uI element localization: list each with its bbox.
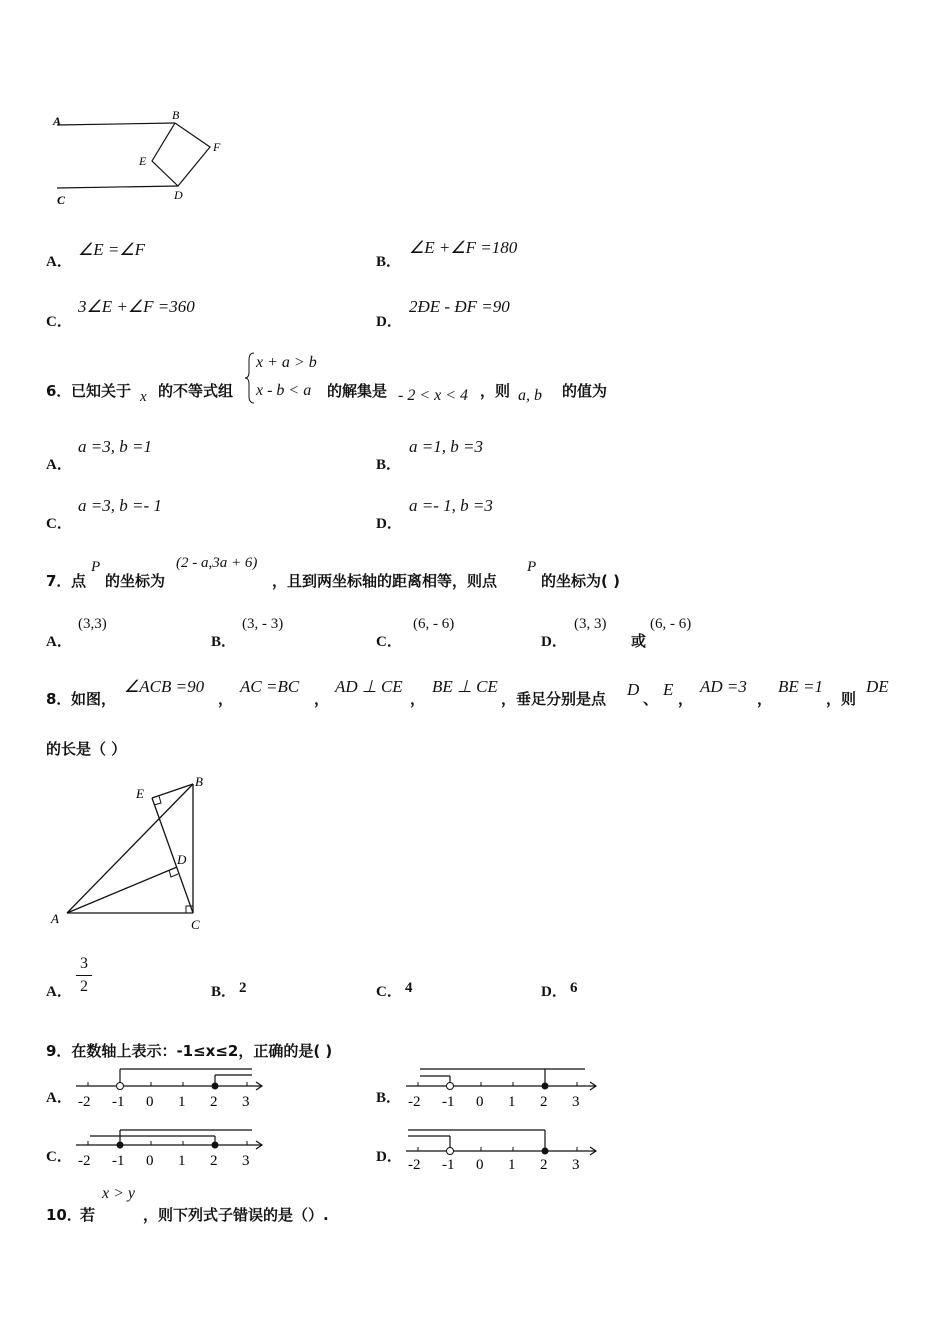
brace-icon bbox=[244, 352, 256, 404]
q6-var-x: x bbox=[140, 389, 147, 405]
q6-option-a-expr: a =3, b =1 bbox=[78, 437, 152, 456]
q7-option-c-label[interactable]: C． bbox=[376, 634, 402, 650]
q7-option-a-expr: (3,3) bbox=[78, 616, 107, 632]
tick-0: 0 bbox=[146, 1094, 154, 1110]
q10-text-2: ，则下列式子错误的是（）. bbox=[143, 1206, 329, 1224]
q7-p-1: P bbox=[91, 559, 101, 575]
q6-text-3: 的解集是 bbox=[327, 382, 388, 400]
q6-number: 6． bbox=[46, 382, 72, 400]
q9-text: 9．在数轴上表示：-1≤x≤2，正确的是( ) bbox=[46, 1042, 333, 1060]
q10-expr: x > y bbox=[102, 1185, 135, 1202]
q9-option-c-label[interactable]: C． bbox=[46, 1149, 72, 1165]
q5-option-a-expr: ∠E =∠F bbox=[78, 240, 145, 259]
label-b: B bbox=[172, 108, 180, 122]
tri-label-c: C bbox=[191, 917, 200, 932]
label-d: D bbox=[174, 188, 183, 202]
tick-1: 1 bbox=[178, 1094, 186, 1110]
label-a: A bbox=[53, 114, 62, 128]
q8-option-d-label[interactable]: D． bbox=[541, 984, 567, 1000]
q6-option-b-expr: a =1, b =3 bbox=[409, 437, 483, 456]
q5-option-b-label[interactable]: B． bbox=[376, 254, 402, 270]
q8-option-d-expr: 6 bbox=[570, 980, 578, 996]
tick-3: 3 bbox=[242, 1153, 250, 1169]
tick-3: 3 bbox=[572, 1157, 580, 1173]
q7-option-d-expr: (3, 3) bbox=[574, 616, 607, 632]
q7-option-a-label[interactable]: A． bbox=[46, 634, 72, 650]
q6-system-line-1: x + a > b bbox=[256, 354, 317, 371]
q8-expr-1: ∠ACB =90 bbox=[124, 677, 205, 696]
q6-option-d-label[interactable]: D． bbox=[376, 516, 402, 532]
q5-option-d-expr: 2ÐE - ÐF =90 bbox=[409, 297, 510, 316]
q7-option-d-or: 或 bbox=[631, 632, 647, 650]
q10-number: 10． bbox=[46, 1206, 82, 1224]
q7-text-3: ，且到两坐标轴的距离相等，则点 bbox=[272, 572, 498, 590]
tick-neg2: -2 bbox=[78, 1094, 91, 1110]
tick-3: 3 bbox=[572, 1094, 580, 1110]
q7-number: 7． bbox=[46, 572, 72, 590]
q6-option-c-expr: a =3, b =- 1 bbox=[78, 496, 162, 515]
fraction-numerator: 3 bbox=[80, 955, 88, 972]
q6-option-c-label[interactable]: C． bbox=[46, 516, 72, 532]
tick-neg1: -1 bbox=[442, 1157, 455, 1173]
q8-expr-4: BE ⊥ CE bbox=[432, 677, 498, 696]
tick-2: 2 bbox=[210, 1094, 218, 1110]
tick-neg2: -2 bbox=[408, 1094, 421, 1110]
tick-neg1: -1 bbox=[442, 1094, 455, 1110]
tick-3: 3 bbox=[242, 1094, 250, 1110]
q6-text-5: 的值为 bbox=[562, 382, 608, 400]
tick-2: 2 bbox=[540, 1157, 548, 1173]
q5-option-c-label[interactable]: C． bbox=[46, 314, 72, 330]
number-line-c bbox=[72, 1124, 272, 1174]
tick-0: 0 bbox=[476, 1094, 484, 1110]
tick-1: 1 bbox=[508, 1157, 516, 1173]
q6-option-a-label[interactable]: A． bbox=[46, 457, 72, 473]
tri-label-d: D bbox=[177, 852, 187, 867]
tri-label-b: B bbox=[195, 774, 203, 789]
q8-line-2: 的长是（ ） bbox=[46, 740, 127, 758]
q10-text-1: 若 bbox=[80, 1206, 96, 1224]
q5-option-d-label[interactable]: D． bbox=[376, 314, 402, 330]
q8-expr-7: DE bbox=[866, 677, 889, 696]
q5-option-b-expr: ∠E +∠F =180 bbox=[409, 238, 518, 257]
tick-2: 2 bbox=[210, 1153, 218, 1169]
q7-coord: (2 - a,3a + 6) bbox=[176, 555, 258, 571]
q9-option-b-label[interactable]: B． bbox=[376, 1090, 402, 1106]
fraction-bar bbox=[76, 975, 92, 976]
q6-text-4: ，则 bbox=[480, 382, 511, 400]
q6-system-line-2: x - b < a bbox=[256, 382, 312, 399]
fraction-denominator: 2 bbox=[80, 978, 88, 995]
tick-0: 0 bbox=[476, 1157, 484, 1173]
q7-p-2: P bbox=[527, 559, 537, 575]
q8-text-3: ，则 bbox=[826, 690, 857, 708]
q8-number: 8． bbox=[46, 690, 72, 708]
q6-text-2: 的不等式组 bbox=[158, 382, 234, 400]
q7-option-c-expr: (6, - 6) bbox=[413, 616, 455, 632]
number-line-b bbox=[402, 1065, 602, 1115]
q8-option-c-label[interactable]: C． bbox=[376, 984, 402, 1000]
q6-option-d-expr: a =- 1, b =3 bbox=[409, 496, 493, 515]
tick-0: 0 bbox=[146, 1153, 154, 1169]
q8-text-2: ，垂足分别是点 bbox=[501, 690, 607, 708]
tick-1: 1 bbox=[508, 1094, 516, 1110]
tick-neg1: -1 bbox=[112, 1153, 125, 1169]
q8-option-b-label[interactable]: B． bbox=[211, 984, 237, 1000]
q7-option-b-label[interactable]: B． bbox=[211, 634, 237, 650]
tri-label-e: E bbox=[136, 786, 144, 801]
number-line-d bbox=[402, 1124, 602, 1174]
q8-point-d: D bbox=[627, 680, 640, 699]
q5-option-a-label[interactable]: A． bbox=[46, 254, 72, 270]
tri-label-a: A bbox=[51, 911, 59, 926]
q5-option-c-expr: 3∠E +∠F =360 bbox=[78, 297, 195, 316]
label-c: C bbox=[57, 193, 66, 207]
q8-expr-2: AC =BC bbox=[240, 677, 300, 696]
q8-option-b-expr: 2 bbox=[239, 980, 247, 996]
q8-expr-5: AD =3 bbox=[700, 677, 747, 696]
q8-expr-3: AD ⊥ CE bbox=[335, 677, 403, 696]
q6-text-1: 已知关于 bbox=[71, 382, 132, 400]
q7-text-1: 点 bbox=[71, 572, 87, 590]
q6-vars: a, b bbox=[518, 387, 542, 404]
q8-option-a-fraction bbox=[76, 955, 92, 996]
number-line-a bbox=[72, 1065, 272, 1115]
q6-range: - 2 < x < 4 bbox=[398, 387, 469, 404]
q7-option-d-expr-2: (6, - 6) bbox=[650, 616, 692, 632]
q9-option-d-label[interactable]: D． bbox=[376, 1149, 402, 1165]
tick-1: 1 bbox=[178, 1153, 186, 1169]
q8-option-a-label[interactable]: A． bbox=[46, 984, 72, 1000]
q7-text-2: 的坐标为 bbox=[105, 572, 166, 590]
tick-neg1: -1 bbox=[112, 1094, 125, 1110]
q8-text-1: 如图， bbox=[71, 690, 117, 708]
q8-expr-6: BE =1 bbox=[778, 677, 823, 696]
tick-neg2: -2 bbox=[78, 1153, 91, 1169]
q7-option-b-expr: (3, - 3) bbox=[242, 616, 284, 632]
tick-neg2: -2 bbox=[408, 1157, 421, 1173]
q8-option-c-expr: 4 bbox=[405, 980, 413, 996]
triangle-figure bbox=[45, 770, 220, 935]
label-e: E bbox=[139, 154, 147, 168]
q8-point-e: E bbox=[663, 680, 674, 699]
q7-option-d-label[interactable]: D． bbox=[541, 634, 567, 650]
parallel-lines-figure bbox=[45, 105, 245, 210]
q7-text-4: 的坐标为( ) bbox=[541, 572, 620, 590]
q6-option-b-label[interactable]: B． bbox=[376, 457, 402, 473]
q8-sep: 、 bbox=[643, 690, 659, 708]
tick-2: 2 bbox=[540, 1094, 548, 1110]
q9-option-a-label[interactable]: A． bbox=[46, 1090, 72, 1106]
label-f: F bbox=[213, 140, 221, 154]
